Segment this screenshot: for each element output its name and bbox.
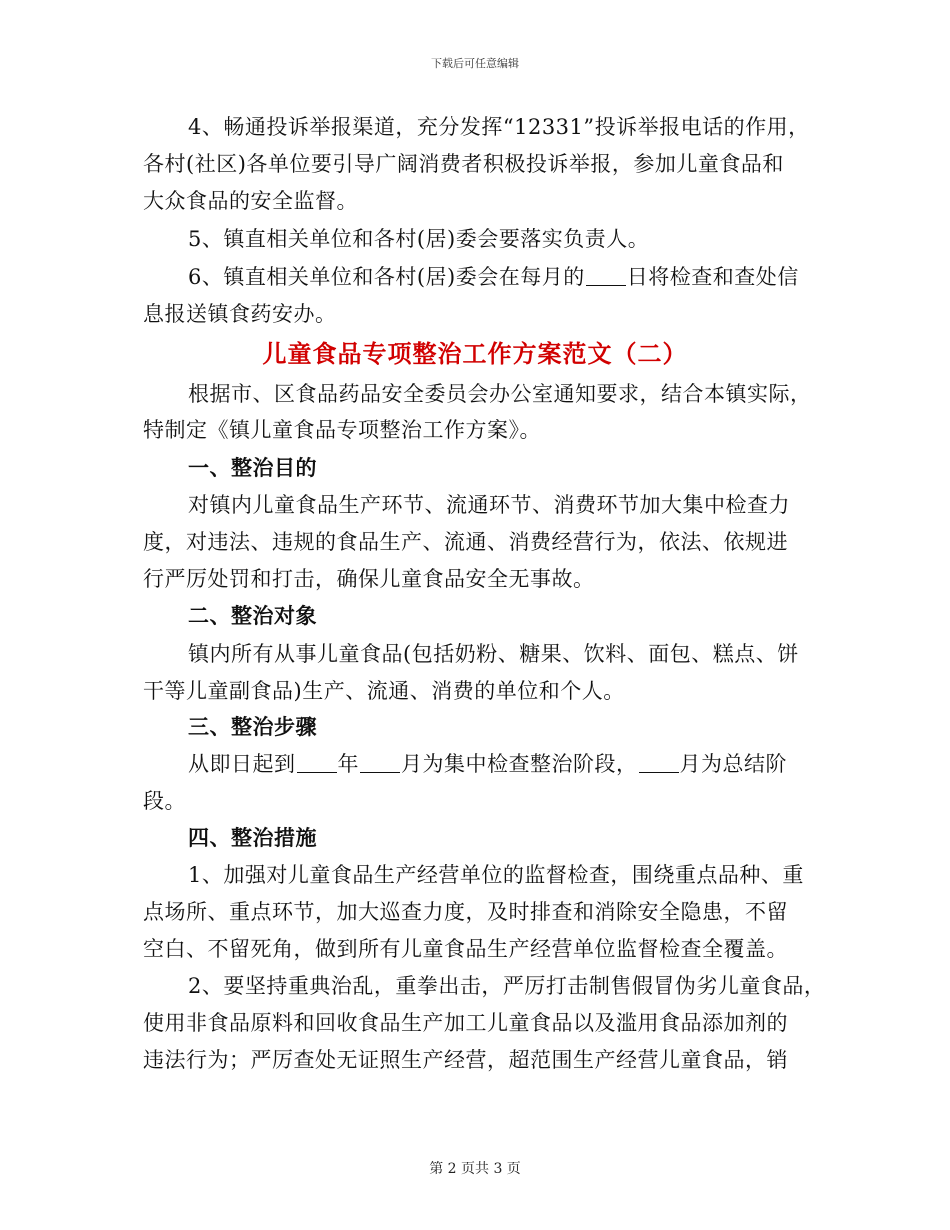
heading-purpose: 一、整治目的 <box>188 455 317 480</box>
item-6-text-a: 6、镇直相关单位和各村(居)委会在每月的 <box>188 265 585 289</box>
item-6-line-1 <box>188 263 799 291</box>
intro-line-1: 根据市、区食品药品安全委员会办公室通知要求，结合本镇实际， <box>188 382 812 406</box>
item-4-line-3: 大众食品的安全监督。 <box>143 189 358 213</box>
blank-field <box>586 267 626 286</box>
measure-1-line-1: 1、加强对儿童食品生产经营单位的监督检查，围绕重点品种、重 <box>188 863 804 887</box>
heading-measures: 四、整治措施 <box>188 825 317 850</box>
steps-text-c: 月为集中检查整治阶段， <box>401 752 638 776</box>
steps-line-2: 段。 <box>143 789 186 813</box>
blank-field <box>639 754 679 773</box>
steps-line-1 <box>188 750 787 778</box>
measure-2-line-2: 使用非食品原料和回收食品生产加工儿童食品以及滥用食品添加剂的 <box>143 1011 788 1035</box>
item-6-line-2: 息报送镇食药安办。 <box>143 302 337 326</box>
heading-steps: 三、整治步骤 <box>188 714 317 739</box>
steps-text-d: 月为总结阶 <box>679 752 787 776</box>
purpose-line-1: 对镇内儿童食品生产环节、流通环节、消费环节加大集中检查力 <box>188 493 790 517</box>
item-6-text-b: 日将检查和查处信 <box>626 265 799 289</box>
target-line-1: 镇内所有从事儿童食品(包括奶粉、糖果、饮料、面包、糕点、饼 <box>188 642 799 666</box>
item-4-line-1: 4、畅通投诉举报渠道，充分发挥“12331”投诉举报电话的作用， <box>188 115 810 139</box>
measure-2-line-3: 违法行为；严厉查处无证照生产经营，超范围生产经营儿童食品，销 <box>143 1048 788 1072</box>
item-5: 5、镇直相关单位和各村(居)委会要落实负责人。 <box>188 227 650 251</box>
page-number: 第 2 页共 3 页 <box>429 1161 521 1177</box>
measure-1-line-3: 空白、不留死角，做到所有儿童食品生产经营单位监督检查全覆盖。 <box>143 937 788 961</box>
item-4-line-2: 各村(社区)各单位要引导广阔消费者积极投诉举报，参加儿童食品和 <box>143 152 784 176</box>
steps-text-a: 从即日起到 <box>188 752 296 776</box>
target-line-2: 干等儿童副食品)生产、流通、消费的单位和个人。 <box>143 679 625 703</box>
purpose-line-3: 行严厉处罚和打击，确保儿童食品安全无事故。 <box>143 567 595 591</box>
measure-1-line-2: 点场所、重点环节，加大巡查力度，及时排查和消除安全隐患，不留 <box>143 900 788 924</box>
section-title: 儿童食品专项整治工作方案范文（二） <box>262 339 688 368</box>
measure-2-line-1: 2、要坚持重典治乱，重拳出击，严厉打击制售假冒伪劣儿童食品， <box>188 974 826 998</box>
blank-field <box>360 754 400 773</box>
heading-target: 二、整治对象 <box>188 603 317 628</box>
blank-field <box>297 754 337 773</box>
intro-line-2: 特制定《镇儿童食品专项整治工作方案》。 <box>143 418 541 442</box>
page-header-note: 下载后可任意编辑 <box>431 57 519 70</box>
purpose-line-2: 度，对违法、违规的食品生产、流通、消费经营行为，依法、依规进 <box>143 530 788 554</box>
steps-text-b: 年 <box>337 752 359 776</box>
